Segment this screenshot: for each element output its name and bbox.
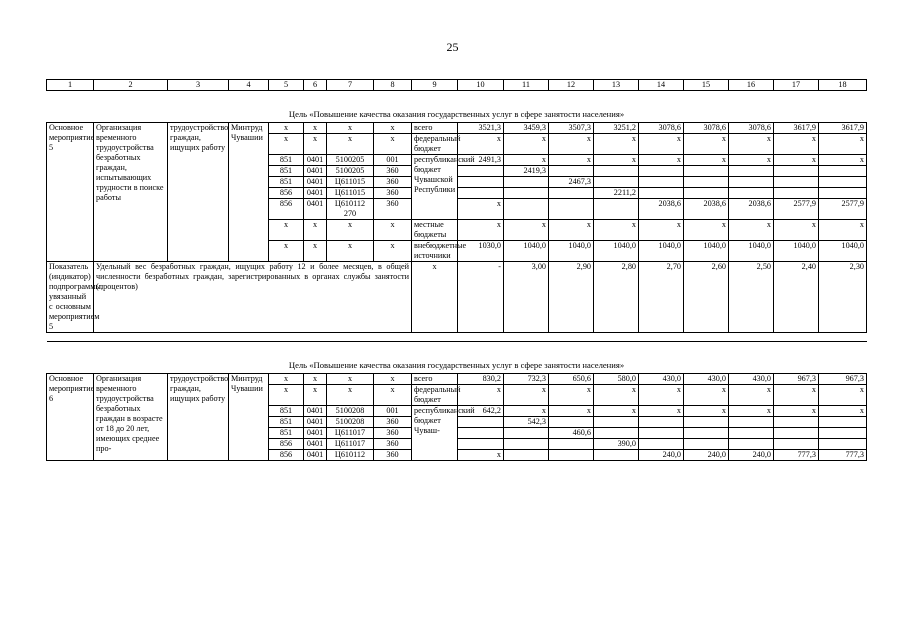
value-cell: [504, 177, 549, 188]
indicator-value: 2,50: [729, 262, 774, 333]
value-cell: 0401: [304, 417, 327, 428]
value-cell: [729, 166, 774, 177]
value-cell: x: [774, 406, 819, 417]
value-cell: 856: [269, 439, 304, 450]
value-cell: x: [304, 123, 327, 134]
goal-title: Цель «Повышение качества оказания государственных услуг в сфере занятости населения»: [47, 342, 867, 374]
value-cell: x: [504, 385, 549, 406]
value-cell: x: [729, 385, 774, 406]
column-number: 18: [819, 80, 867, 91]
value-cell: 240,0: [729, 450, 774, 461]
indicator-name: Показатель (индикатор) подпрограммы, увязанный с основным мероприятием 5: [47, 262, 94, 333]
source-label: всего: [412, 374, 458, 385]
m5-total-row: [47, 123, 867, 134]
spacer: [47, 333, 867, 342]
header-row: [47, 80, 867, 91]
value-cell: 0401: [304, 166, 327, 177]
value-cell: 001: [374, 155, 412, 166]
value-cell: x: [504, 134, 549, 155]
value-cell: [729, 177, 774, 188]
column-number: 1: [47, 80, 94, 91]
value-cell: Ц610112 270: [327, 199, 374, 220]
value-cell: x: [774, 220, 819, 241]
value-cell: [458, 166, 504, 177]
value-cell: 0401: [304, 406, 327, 417]
value-cell: [549, 199, 594, 220]
value-cell: 5100205: [327, 155, 374, 166]
column-number: 16: [729, 80, 774, 91]
value-cell: x: [304, 134, 327, 155]
value-cell: 2577,9: [819, 199, 867, 220]
event-name: Основное мероприятие 5: [47, 123, 94, 262]
value-cell: 851: [269, 155, 304, 166]
value-cell: x: [684, 220, 729, 241]
value-cell: x: [374, 220, 412, 241]
value-cell: 851: [269, 417, 304, 428]
column-number: 2: [94, 80, 168, 91]
value-cell: 0401: [304, 428, 327, 439]
value-cell: Ц611017: [327, 439, 374, 450]
value-cell: [684, 439, 729, 450]
value-cell: 856: [269, 199, 304, 220]
value-cell: 0401: [304, 199, 327, 220]
value-cell: x: [729, 406, 774, 417]
value-cell: [774, 177, 819, 188]
source-label: республиканский бюджет Чуваш-: [412, 406, 458, 461]
value-cell: [819, 166, 867, 177]
value-cell: 777,3: [819, 450, 867, 461]
value-cell: Ц611017: [327, 428, 374, 439]
value-cell: 3251,2: [594, 123, 639, 134]
value-cell: 650,6: [549, 374, 594, 385]
source-label: всего: [412, 123, 458, 134]
value-cell: 3507,3: [549, 123, 594, 134]
value-cell: [729, 428, 774, 439]
value-cell: 430,0: [639, 374, 684, 385]
value-cell: x: [819, 406, 867, 417]
column-number: 7: [327, 80, 374, 91]
spacer-row: [47, 333, 867, 342]
value-cell: 2038,6: [729, 199, 774, 220]
value-cell: 430,0: [729, 374, 774, 385]
value-cell: 1040,0: [684, 241, 729, 262]
value-cell: x: [684, 134, 729, 155]
indicator-value: x: [412, 262, 458, 333]
value-cell: 642,2: [458, 406, 504, 417]
value-cell: x: [594, 385, 639, 406]
value-cell: [729, 439, 774, 450]
value-cell: 001: [374, 406, 412, 417]
value-cell: [549, 166, 594, 177]
column-number: 14: [639, 80, 684, 91]
value-cell: [684, 177, 729, 188]
value-cell: x: [594, 220, 639, 241]
value-cell: x: [729, 155, 774, 166]
value-cell: 360: [374, 428, 412, 439]
value-cell: [504, 439, 549, 450]
value-cell: 460,6: [549, 428, 594, 439]
value-cell: x: [684, 155, 729, 166]
value-cell: 2491,3: [458, 155, 504, 166]
value-cell: x: [684, 385, 729, 406]
value-cell: x: [594, 406, 639, 417]
value-cell: x: [269, 123, 304, 134]
value-cell: 777,3: [774, 450, 819, 461]
value-cell: [504, 450, 549, 461]
value-cell: 580,0: [594, 374, 639, 385]
value-cell: x: [269, 220, 304, 241]
value-cell: [729, 417, 774, 428]
value-cell: x: [304, 241, 327, 262]
column-number: 11: [504, 80, 549, 91]
value-cell: 2419,3: [504, 166, 549, 177]
value-cell: x: [819, 220, 867, 241]
value-cell: 0401: [304, 439, 327, 450]
value-cell: [594, 450, 639, 461]
value-cell: x: [269, 134, 304, 155]
value-cell: x: [639, 220, 684, 241]
value-cell: 240,0: [639, 450, 684, 461]
indicator-value: -: [458, 262, 504, 333]
value-cell: x: [327, 220, 374, 241]
value-cell: [684, 428, 729, 439]
value-cell: 1040,0: [639, 241, 684, 262]
value-cell: [819, 439, 867, 450]
value-cell: 1040,0: [594, 241, 639, 262]
value-cell: 3617,9: [774, 123, 819, 134]
value-cell: 2038,6: [639, 199, 684, 220]
value-cell: x: [327, 134, 374, 155]
value-cell: 967,3: [819, 374, 867, 385]
value-cell: x: [327, 123, 374, 134]
indicator-value: 2,30: [819, 262, 867, 333]
value-cell: 1040,0: [504, 241, 549, 262]
value-cell: 3617,9: [819, 123, 867, 134]
value-cell: x: [374, 385, 412, 406]
value-cell: x: [327, 385, 374, 406]
value-cell: 542,3: [504, 417, 549, 428]
value-cell: x: [819, 385, 867, 406]
value-cell: x: [819, 155, 867, 166]
value-cell: [504, 188, 549, 199]
value-cell: [774, 188, 819, 199]
value-cell: 0401: [304, 450, 327, 461]
value-cell: 360: [374, 188, 412, 199]
value-cell: 360: [374, 199, 412, 220]
value-cell: [549, 188, 594, 199]
column-number: 15: [684, 80, 729, 91]
column-number: 13: [594, 80, 639, 91]
column-number: 10: [458, 80, 504, 91]
value-cell: Ц611015: [327, 188, 374, 199]
value-cell: x: [504, 155, 549, 166]
indicator-value: 2,70: [639, 262, 684, 333]
value-cell: x: [374, 374, 412, 385]
value-cell: [594, 166, 639, 177]
value-cell: 1040,0: [774, 241, 819, 262]
value-cell: 2577,9: [774, 199, 819, 220]
value-cell: 1040,0: [549, 241, 594, 262]
value-cell: 3521,3: [458, 123, 504, 134]
value-cell: [639, 439, 684, 450]
value-cell: [774, 166, 819, 177]
value-cell: Ц611015: [327, 177, 374, 188]
value-cell: [639, 188, 684, 199]
value-cell: [458, 177, 504, 188]
value-cell: x: [327, 374, 374, 385]
value-cell: 856: [269, 450, 304, 461]
value-cell: [549, 450, 594, 461]
value-cell: 851: [269, 406, 304, 417]
source-label: федеральный бюджет: [412, 134, 458, 155]
value-cell: [594, 428, 639, 439]
value-cell: x: [269, 385, 304, 406]
value-cell: x: [639, 155, 684, 166]
indicator-value: 2,40: [774, 262, 819, 333]
value-cell: [774, 439, 819, 450]
value-cell: 240,0: [684, 450, 729, 461]
value-cell: x: [774, 385, 819, 406]
value-cell: [684, 166, 729, 177]
m6-total-row: [47, 374, 867, 385]
value-cell: 1040,0: [729, 241, 774, 262]
value-cell: 5100208: [327, 417, 374, 428]
value-cell: Ц610112: [327, 450, 374, 461]
value-cell: x: [504, 406, 549, 417]
column-number: 9: [412, 80, 458, 91]
value-cell: 830,2: [458, 374, 504, 385]
source-label: федеральный бюджет: [412, 385, 458, 406]
column-number: 17: [774, 80, 819, 91]
value-cell: [684, 417, 729, 428]
value-cell: 390,0: [594, 439, 639, 450]
value-cell: 0401: [304, 177, 327, 188]
value-cell: x: [549, 220, 594, 241]
value-cell: 3078,6: [729, 123, 774, 134]
value-cell: x: [729, 134, 774, 155]
value-cell: x: [458, 199, 504, 220]
event-description: Организация временного трудоустройства безработных граждан в возрасте от 18 до 20 лет, имеющих среднее про-: [94, 374, 168, 461]
value-cell: 851: [269, 177, 304, 188]
event-name: Основное мероприятие 6: [47, 374, 94, 461]
indicator-value: 2,80: [594, 262, 639, 333]
value-cell: x: [269, 374, 304, 385]
value-cell: x: [269, 241, 304, 262]
value-cell: x: [458, 385, 504, 406]
value-cell: [639, 428, 684, 439]
value-cell: x: [374, 134, 412, 155]
indicator-value: 2,60: [684, 262, 729, 333]
value-cell: 360: [374, 177, 412, 188]
value-cell: x: [594, 134, 639, 155]
value-cell: x: [774, 134, 819, 155]
value-cell: x: [729, 220, 774, 241]
value-cell: 360: [374, 439, 412, 450]
value-cell: [458, 439, 504, 450]
responsible: Минтруд Чувашии: [229, 374, 269, 461]
value-cell: x: [594, 155, 639, 166]
column-number: 6: [304, 80, 327, 91]
value-cell: x: [304, 385, 327, 406]
value-cell: [774, 428, 819, 439]
value-cell: x: [639, 406, 684, 417]
value-cell: 851: [269, 428, 304, 439]
value-cell: 360: [374, 417, 412, 428]
goal-row-2: [47, 342, 867, 374]
value-cell: [458, 417, 504, 428]
value-cell: 5100208: [327, 406, 374, 417]
value-cell: [594, 199, 639, 220]
value-cell: [549, 439, 594, 450]
value-cell: x: [549, 134, 594, 155]
value-cell: 360: [374, 166, 412, 177]
value-cell: [639, 177, 684, 188]
column-number: 3: [168, 80, 229, 91]
value-cell: x: [374, 241, 412, 262]
value-cell: [639, 417, 684, 428]
value-cell: x: [639, 134, 684, 155]
source-label: местные бюджеты: [412, 220, 458, 241]
column-number: 4: [229, 80, 269, 91]
column-number: 5: [269, 80, 304, 91]
value-cell: 5100205: [327, 166, 374, 177]
event-result: трудоустройство граждан, ищущих работу: [168, 123, 229, 262]
value-cell: x: [458, 220, 504, 241]
value-cell: [684, 188, 729, 199]
indicator-value: 3,00: [504, 262, 549, 333]
value-cell: 0401: [304, 155, 327, 166]
value-cell: 3078,6: [639, 123, 684, 134]
value-cell: 2038,6: [684, 199, 729, 220]
value-cell: [639, 166, 684, 177]
goal-title: Цель «Повышение качества оказания государственных услуг в сфере занятости населения»: [47, 91, 867, 123]
column-number: 12: [549, 80, 594, 91]
value-cell: x: [304, 220, 327, 241]
value-cell: 2467,3: [549, 177, 594, 188]
value-cell: 1030,0: [458, 241, 504, 262]
event-result: трудоустройство граждан, ищущих работу: [168, 374, 229, 461]
value-cell: [819, 177, 867, 188]
value-cell: x: [549, 385, 594, 406]
value-cell: x: [504, 220, 549, 241]
indicator-text: Удельный вес безработных граждан, ищущих работу 12 и более месяцев, в общей численности безработных граждан, зарегистрированных в органах службы занятости (процентов): [94, 262, 412, 333]
value-cell: [729, 188, 774, 199]
value-cell: 3459,3: [504, 123, 549, 134]
value-cell: [594, 417, 639, 428]
value-cell: x: [549, 406, 594, 417]
value-cell: [819, 417, 867, 428]
value-cell: [504, 199, 549, 220]
value-cell: 851: [269, 166, 304, 177]
value-cell: x: [458, 450, 504, 461]
value-cell: x: [774, 155, 819, 166]
value-cell: 430,0: [684, 374, 729, 385]
value-cell: x: [458, 134, 504, 155]
value-cell: [549, 417, 594, 428]
value-cell: [504, 428, 549, 439]
value-cell: [774, 417, 819, 428]
value-cell: [594, 177, 639, 188]
value-cell: 3078,6: [684, 123, 729, 134]
program-table: [46, 79, 867, 461]
value-cell: 967,3: [774, 374, 819, 385]
indicator-value: 2,90: [549, 262, 594, 333]
value-cell: 856: [269, 188, 304, 199]
value-cell: x: [549, 155, 594, 166]
value-cell: [819, 428, 867, 439]
value-cell: 360: [374, 450, 412, 461]
value-cell: 2211,2: [594, 188, 639, 199]
value-cell: x: [374, 123, 412, 134]
value-cell: 0401: [304, 188, 327, 199]
event-description: Организация временного трудоустройства безработных граждан, испытывающих трудности в поиске работы: [94, 123, 168, 262]
responsible: Минтруд Чувашии: [229, 123, 269, 262]
source-label: республиканский бюджет Чувашской Республики: [412, 155, 458, 220]
value-cell: [458, 428, 504, 439]
indicator-row: [47, 262, 867, 333]
value-cell: 1040,0: [819, 241, 867, 262]
column-number: 8: [374, 80, 412, 91]
value-cell: x: [639, 385, 684, 406]
value-cell: [458, 188, 504, 199]
value-cell: x: [684, 406, 729, 417]
value-cell: x: [304, 374, 327, 385]
value-cell: 732,3: [504, 374, 549, 385]
value-cell: [819, 188, 867, 199]
goal-row-1: [47, 91, 867, 123]
page-number: 25: [446, 40, 459, 54]
value-cell: x: [327, 241, 374, 262]
value-cell: x: [819, 134, 867, 155]
source-label: внебюджетные источники: [412, 241, 458, 262]
